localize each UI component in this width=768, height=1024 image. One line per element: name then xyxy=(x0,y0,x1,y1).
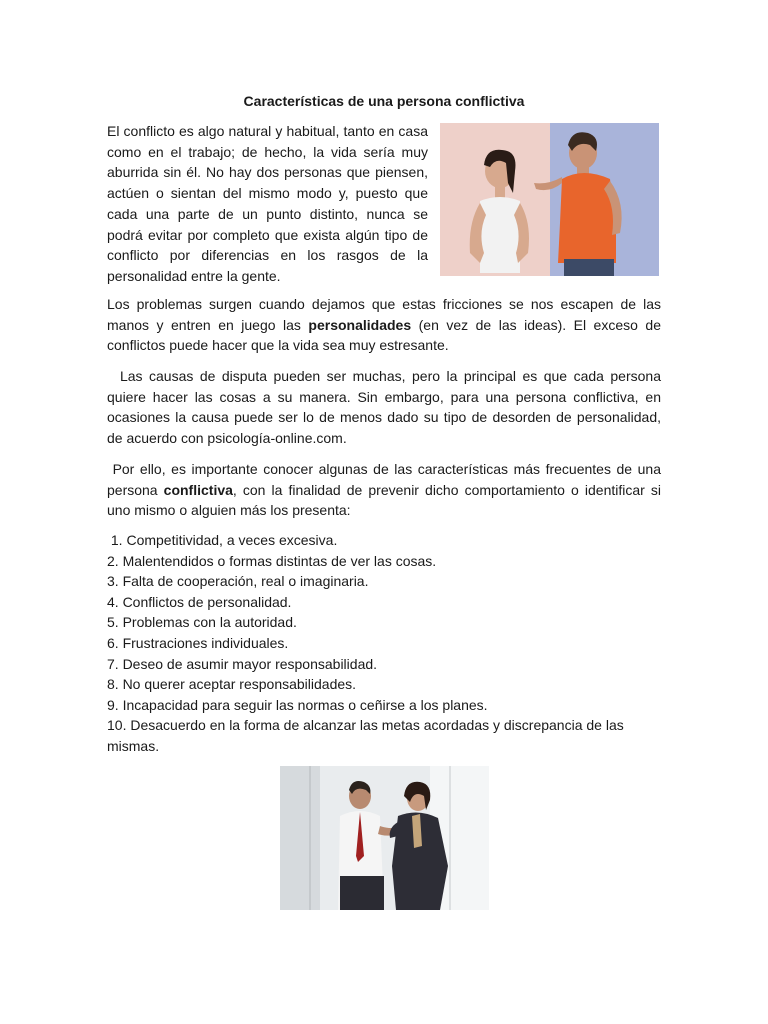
list-item: 1. Competitividad, a veces excesiva. xyxy=(107,532,338,548)
document-title: Características de una persona conflictiva xyxy=(243,93,525,109)
list-item: 2. Malentendidos o formas distintas de ver las cosas. xyxy=(107,552,437,569)
list-item: 4. Conflictos de personalidad. xyxy=(107,593,292,610)
problems-paragraph xyxy=(107,294,661,356)
bold-term: personalidades xyxy=(308,316,412,333)
bold-term: conflictiva xyxy=(163,481,233,498)
characteristics-intro-paragraph xyxy=(107,459,665,521)
list-item: 10. Desacuerdo en la forma de alcanzar las metas acordadas y discrepancia de las mismas. xyxy=(107,717,624,754)
list-item: 8. No querer aceptar responsabilidades. xyxy=(107,676,357,693)
list-item: 9. Incapacidad para seguir las normas o ceñirse a los planes. xyxy=(107,696,488,713)
list-item: 6. Frustraciones individuales. xyxy=(107,634,289,651)
list-item: 7. Deseo de asumir mayor responsabilidad. xyxy=(107,655,378,672)
couple-argument-illustration xyxy=(440,123,659,276)
causes-paragraph: Las causas de disputa pueden ser muchas, pero la principal es que cada persona quiere hacer las cosas a su manera. Sin embargo, para una persona conflictiva, en ocasiones la causa puede ser lo de menos dado su tipo de desorden de personalidad, de acuerdo con psicología-online.com. xyxy=(107,368,665,447)
intro-paragraph: El conflicto es algo natural y habitual, tanto en casa como en el trabajo; de hecho, la vida sería muy aburrida sin él. No hay dos personas que piensen, actúen o sientan del mismo modo y, puesto que cada una parte de un punto distinto, nunca se podrá evitar por completo que exista algún tipo de conflicto por diferencias en los rasgos de la personalidad entre la gente. xyxy=(107,123,428,284)
paragraph-text: , con la finalidad de prevenir dicho comportamiento o identificar si uno mismo o alguien más los presenta: xyxy=(107,481,665,519)
list-item: 3. Falta de cooperación, real o imaginaria. xyxy=(107,573,369,590)
paragraph-text: Por ello, es importante conocer algunas de las características más frecuentes de una persona xyxy=(107,461,665,498)
office-argument-photo xyxy=(280,766,489,910)
paragraph-text: (en vez de las ideas). El exceso de conflictos puede hacer que la vida sea muy estresante. xyxy=(107,316,661,354)
office-argument-illustration xyxy=(280,766,489,910)
characteristics-list xyxy=(107,530,661,757)
couple-argument-photo xyxy=(440,123,659,276)
paragraph-text: Los problemas surgen cuando dejamos que estas fricciones se nos escapen de las manos y entren en juego las xyxy=(107,296,661,333)
list-item: 5. Problemas con la autoridad. xyxy=(107,614,297,631)
